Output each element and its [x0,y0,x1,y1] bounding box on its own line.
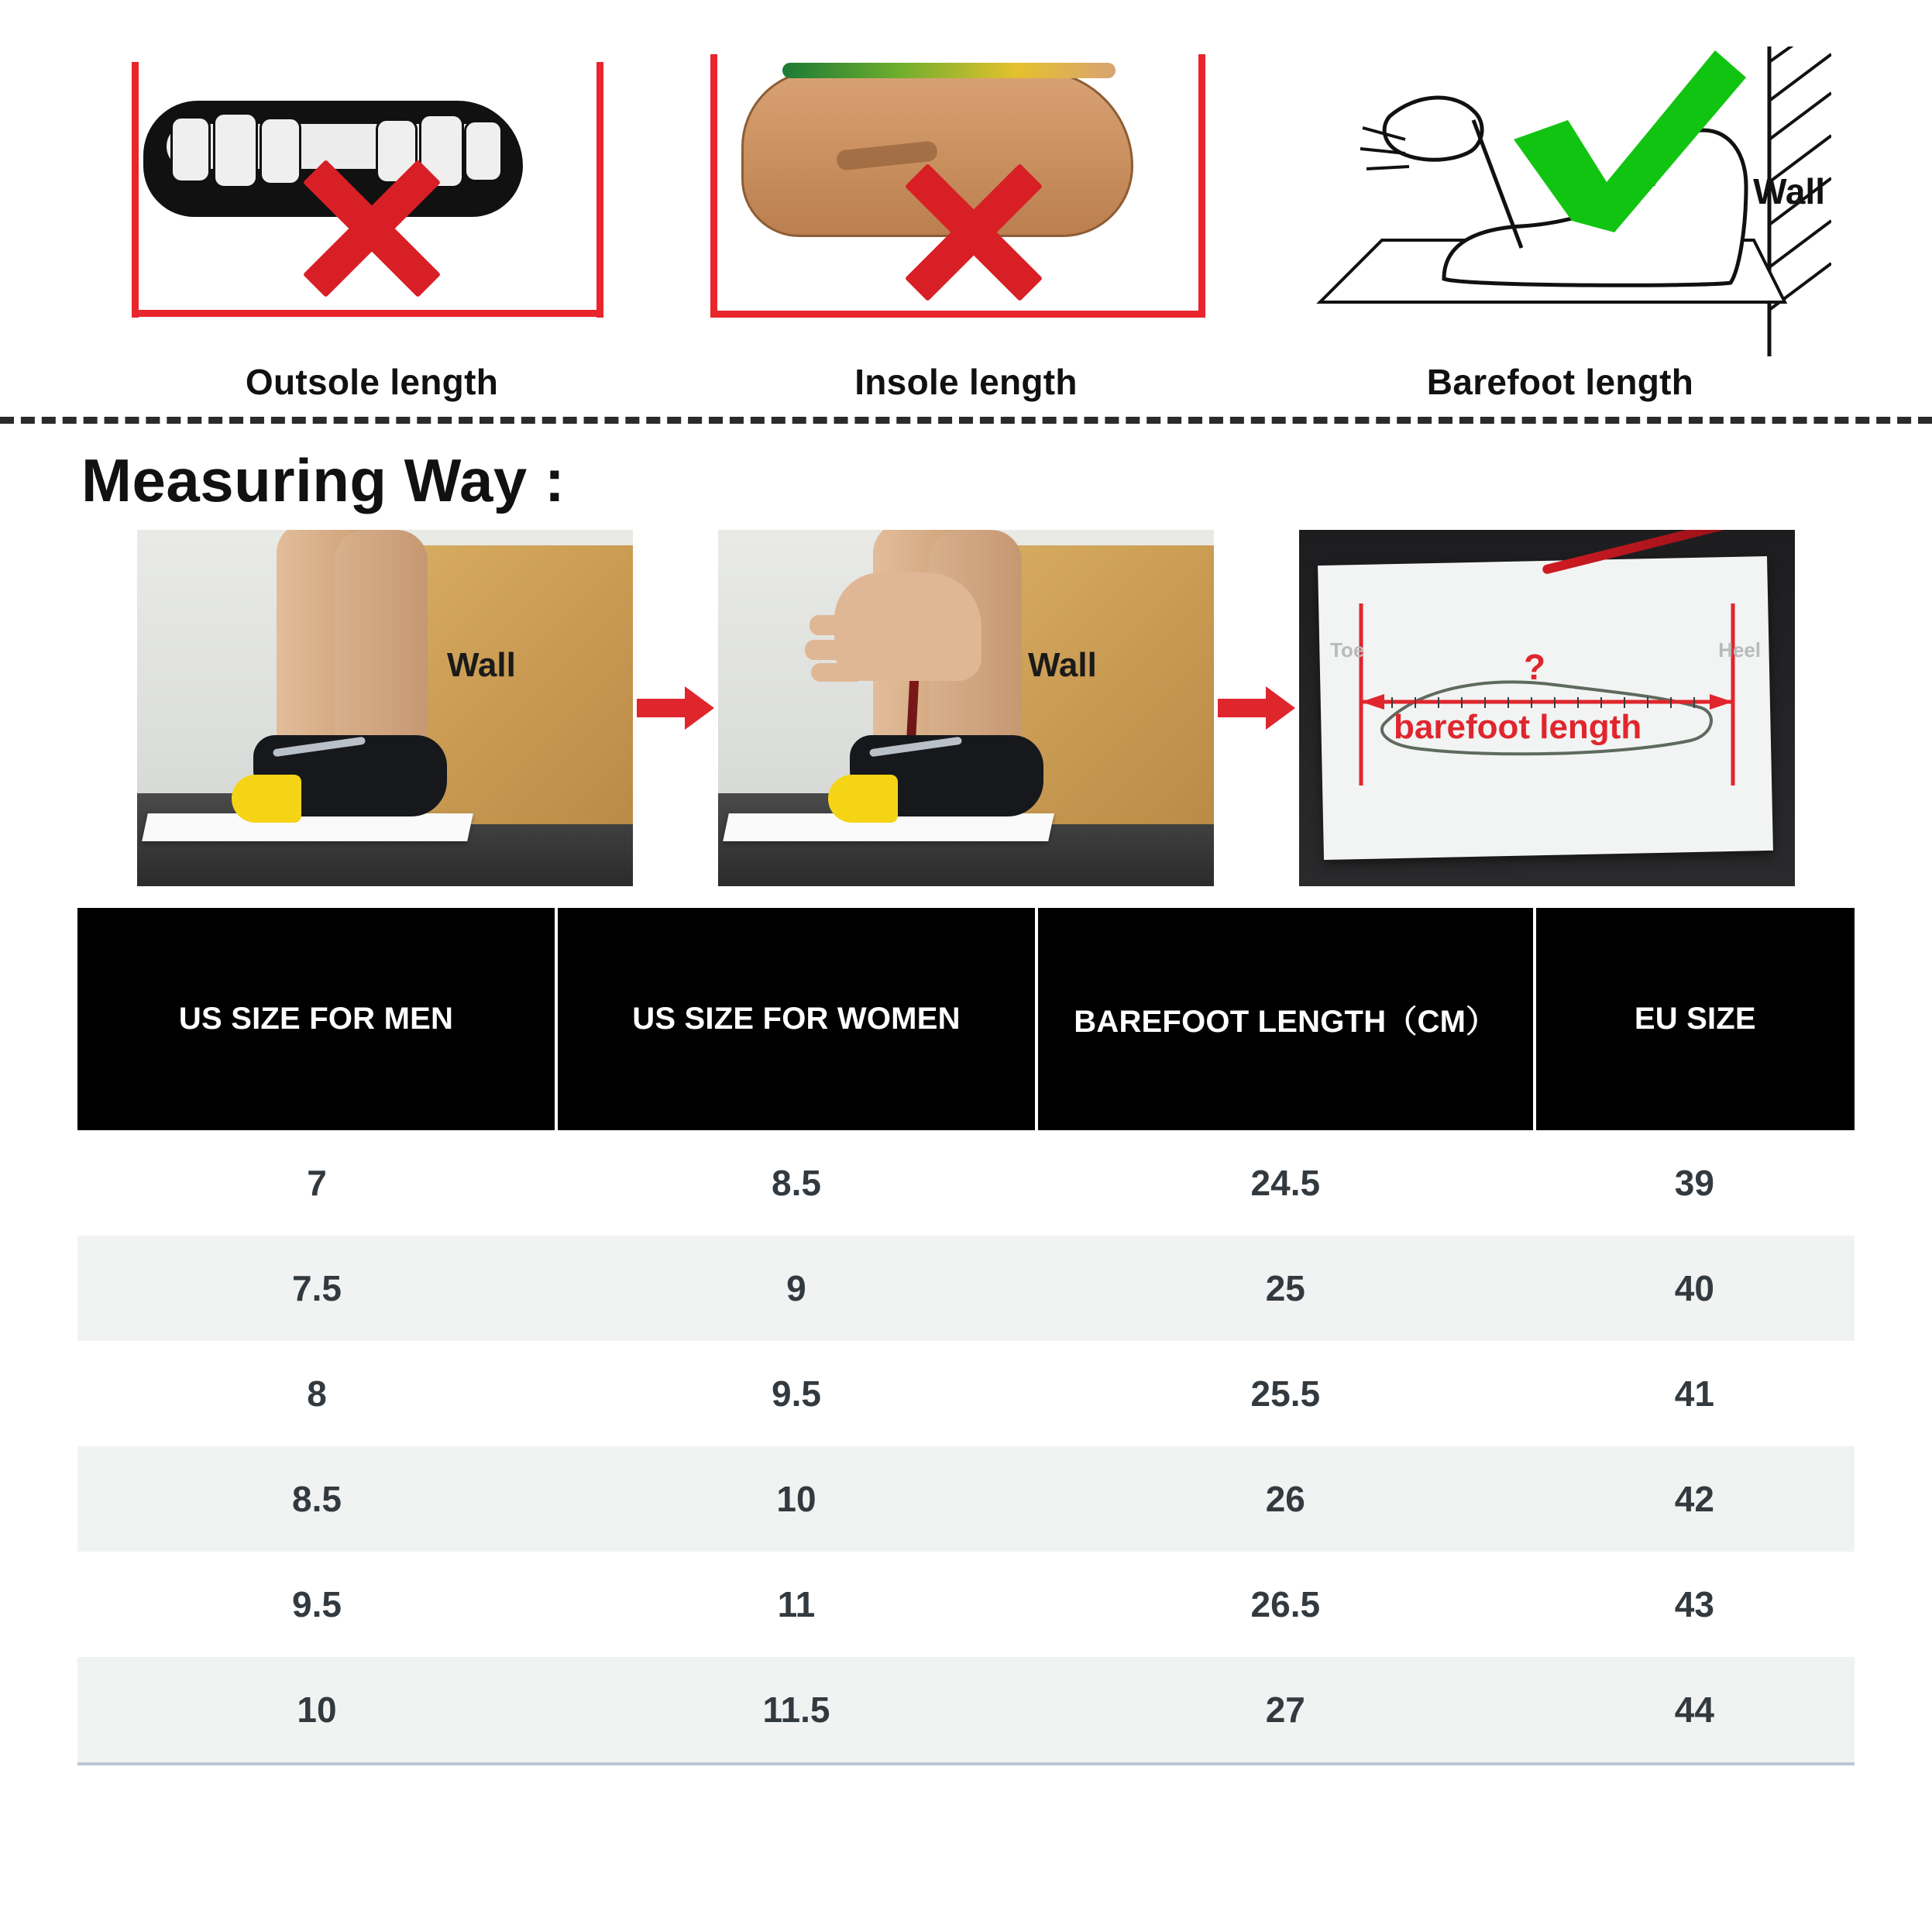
measuring-step-3-photo [1299,530,1795,886]
table-row [77,1236,1855,1341]
diagram-caption: Insole length [854,362,1078,402]
cell-us-women: 9.5 [556,1341,1036,1446]
table-row [77,1657,1855,1764]
cell-barefoot-length: 25 [1036,1236,1535,1341]
measuring-step-1-photo [137,530,633,886]
table-header-row [77,908,1855,1130]
section-divider [0,417,1932,424]
wall-label-step1: Wall [447,646,516,684]
cell-eu-size: 44 [1535,1657,1855,1764]
cell-eu-size: 42 [1535,1446,1855,1552]
cell-us-women: 8.5 [556,1130,1036,1236]
cell-eu-size: 39 [1535,1130,1855,1236]
insole-illustration [695,46,1237,356]
cell-us-men: 7 [77,1130,556,1236]
cell-us-women: 11.5 [556,1657,1036,1764]
cell-barefoot-length: 26 [1036,1446,1535,1552]
measurement-method-diagrams [0,0,1932,403]
diagram-barefoot-length [1289,46,1831,403]
table-row [77,1552,1855,1657]
cell-us-men: 7.5 [77,1236,556,1341]
bracket-right [1198,54,1205,318]
header-us-men: US SIZE FOR MEN [77,908,556,1130]
cell-us-men: 8 [77,1341,556,1446]
measuring-way-title: Measuring Way : [81,446,566,514]
cell-us-men: 10 [77,1657,556,1764]
bracket-right [596,62,603,318]
table-row [77,1341,1855,1446]
heel-label: Heel [1718,638,1761,662]
wall-label: Wall [1753,171,1825,211]
toe-label: Toe [1330,638,1365,662]
cell-barefoot-length: 27 [1036,1657,1535,1764]
size-conversion-table [77,908,1855,1765]
cross-mark-icon [892,151,1055,314]
barefoot-length-label: barefoot length [1394,708,1642,746]
diagram-outsole-length [101,46,643,403]
cell-eu-size: 43 [1535,1552,1855,1657]
cell-us-men: 8.5 [77,1446,556,1552]
header-eu-size: EU SIZE [1535,908,1855,1130]
header-us-women: US SIZE FOR WOMEN [556,908,1036,1130]
cell-eu-size: 40 [1535,1236,1855,1341]
table-row [77,1446,1855,1552]
header-barefoot-length: BAREFOOT LENGTH（CM） [1036,908,1535,1130]
bracket-left [710,54,717,318]
outsole-illustration [101,46,643,356]
barefoot-illustration [1289,46,1831,356]
cell-barefoot-length: 25.5 [1036,1341,1535,1446]
arrow-step1-to-step2 [633,685,718,731]
cell-barefoot-length: 26.5 [1036,1552,1535,1657]
wall-label-step2: Wall [1028,646,1097,684]
cell-barefoot-length: 24.5 [1036,1130,1535,1236]
question-mark-label: ? [1524,647,1546,687]
cell-us-women: 9 [556,1236,1036,1341]
measuring-step-2-photo [718,530,1214,886]
size-chart-wrapper [0,886,1932,1765]
diagram-caption: Barefoot length [1426,362,1694,402]
table-row [77,1130,1855,1236]
diagram-insole-length [695,46,1237,403]
diagram-caption: Outsole length [245,362,499,402]
bracket-bottom [132,310,603,317]
cross-mark-icon [290,147,453,310]
check-mark-icon [1498,46,1754,240]
cell-us-women: 11 [556,1552,1036,1657]
cell-eu-size: 41 [1535,1341,1855,1446]
cell-us-women: 10 [556,1446,1036,1552]
arrow-step2-to-step3 [1214,685,1299,731]
cell-us-men: 9.5 [77,1552,556,1657]
measuring-steps [0,530,1932,886]
bracket-left [132,62,139,318]
